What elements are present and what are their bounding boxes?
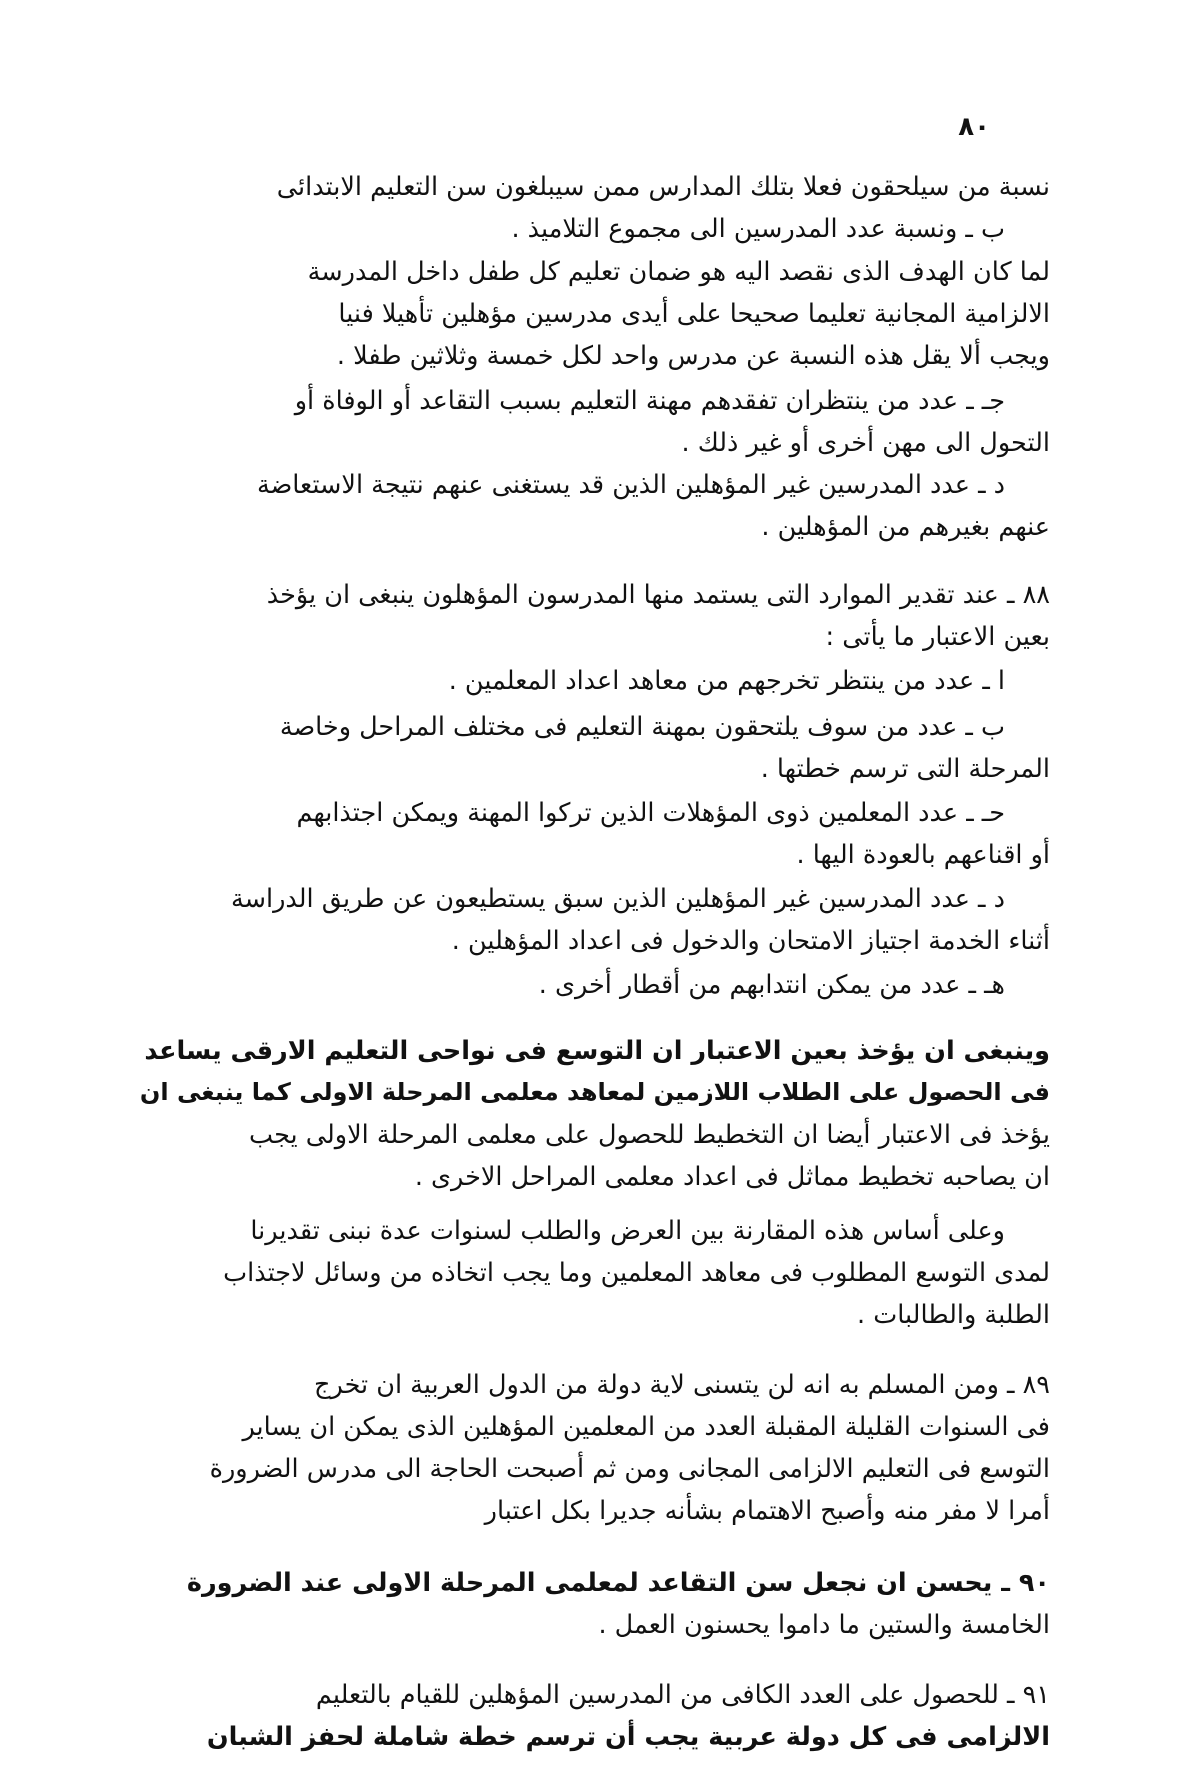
text-line: ٨٨ ـ عند تقدير الموارد التى يستمد منها المدرسون المؤهلون ينبغى ان يؤخذ [266, 580, 1050, 610]
text-line: فى الحصول على الطلاب اللازمين لمعاهد معلمى المرحلة الاولى كما ينبغى ان [139, 1078, 1050, 1106]
text-line: وينبغى ان يؤخذ بعين الاعتبار ان التوسع فى نواحى التعليم الارقى يساعد [144, 1036, 1050, 1066]
text-line: ا ـ عدد من ينتظر تخرجهم من معاهد اعداد المعلمين . [448, 666, 1005, 696]
text-line: ب ـ ونسبة عدد المدرسين الى مجموع التلاميذ . [511, 214, 1005, 244]
text-line: عنهم بغيرهم من المؤهلين . [761, 512, 1050, 542]
text-line: فى السنوات القليلة المقبلة العدد من المعلمين المؤهلين الذى يمكن ان يساير [242, 1412, 1050, 1442]
text-line: أمرا لا مفر منه وأصبح الاهتمام بشأنه جديرا بكل اعتبار [484, 1496, 1050, 1526]
text-line: التوسع فى التعليم الالزامى المجانى ومن ثم أصبحت الحاجة الى مدرس الضرورة [209, 1454, 1050, 1484]
text-line: د ـ عدد المدرسين غير المؤهلين الذين قد يستغنى عنهم نتيجة الاستعاضة [256, 470, 1005, 500]
text-line: ٨٩ ـ ومن المسلم به انه لن يتسنى لاية دولة من الدول العربية ان تخرج [314, 1370, 1050, 1400]
text-line: ب ـ عدد من سوف يلتحقون بمهنة التعليم فى مختلف المراحل وخاصة [279, 712, 1005, 742]
text-line: التحول الى مهن أخرى أو غير ذلك . [681, 428, 1050, 458]
text-line: ٩١ ـ للحصول على العدد الكافى من المدرسين المؤهلين للقيام بالتعليم [315, 1680, 1050, 1710]
text-line: ويجب ألا يقل هذه النسبة عن مدرس واحد لكل خمسة وثلاثين طفلا . [336, 341, 1050, 371]
text-line: أثناء الخدمة اجتياز الامتحان والدخول فى اعداد المؤهلين . [451, 926, 1050, 956]
text-line: جـ ـ عدد من ينتظران تفقدهم مهنة التعليم بسبب التقاعد أو الوفاة أو [294, 386, 1005, 416]
text-line: الالزامى فى كل دولة عربية يجب أن ترسم خطة شاملة لحفز الشبان [206, 1722, 1050, 1752]
text-line: الخامسة والستين ما داموا يحسنون العمل . [598, 1610, 1050, 1640]
text-line: الالزامية المجانية تعليما صحيحا على أيدى مدرسين مؤهلين تأهيلا فنيا [338, 299, 1050, 329]
text-line: الطلبة والطالبات . [857, 1300, 1050, 1330]
text-line: يؤخذ فى الاعتبار أيضا ان التخطيط للحصول على معلمى المرحلة الاولى يجب [249, 1120, 1050, 1150]
text-line: نسبة من سيلحقون فعلا بتلك المدارس ممن سيبلغون سن التعليم الابتدائى [276, 172, 1050, 202]
text-line: ان يصاحبه تخطيط مماثل فى اعداد معلمى المراحل الاخرى . [414, 1162, 1050, 1192]
text-line: ٩٠ ـ يحسن ان نجعل سن التقاعد لمعلمى المرحلة الاولى عند الضرورة [186, 1568, 1050, 1598]
text-line: أو اقناعهم بالعودة اليها . [796, 840, 1050, 870]
text-line: لمدى التوسع المطلوب فى معاهد المعلمين وما يجب اتخاذه من وسائل لاجتذاب [223, 1258, 1050, 1288]
text-line: وعلى أساس هذه المقارنة بين العرض والطلب لسنوات عدة نبنى تقديرنا [250, 1216, 1005, 1246]
text-line: د ـ عدد المدرسين غير المؤهلين الذين سبق يستطيعون عن طريق الدراسة [230, 884, 1005, 914]
text-line: بعين الاعتبار ما يأتى : [825, 622, 1050, 652]
page-number: ٨٠ [958, 112, 990, 142]
text-line: حـ ـ عدد المعلمين ذوى المؤهلات الذين تركوا المهنة ويمكن اجتذابهم [296, 798, 1005, 828]
text-line: المرحلة التى ترسم خطتها . [760, 754, 1050, 784]
text-line: هـ ـ عدد من يمكن انتدابهم من أقطار أخرى . [538, 970, 1005, 1000]
text-line: لما كان الهدف الذى نقصد اليه هو ضمان تعليم كل طفل داخل المدرسة [307, 257, 1050, 287]
